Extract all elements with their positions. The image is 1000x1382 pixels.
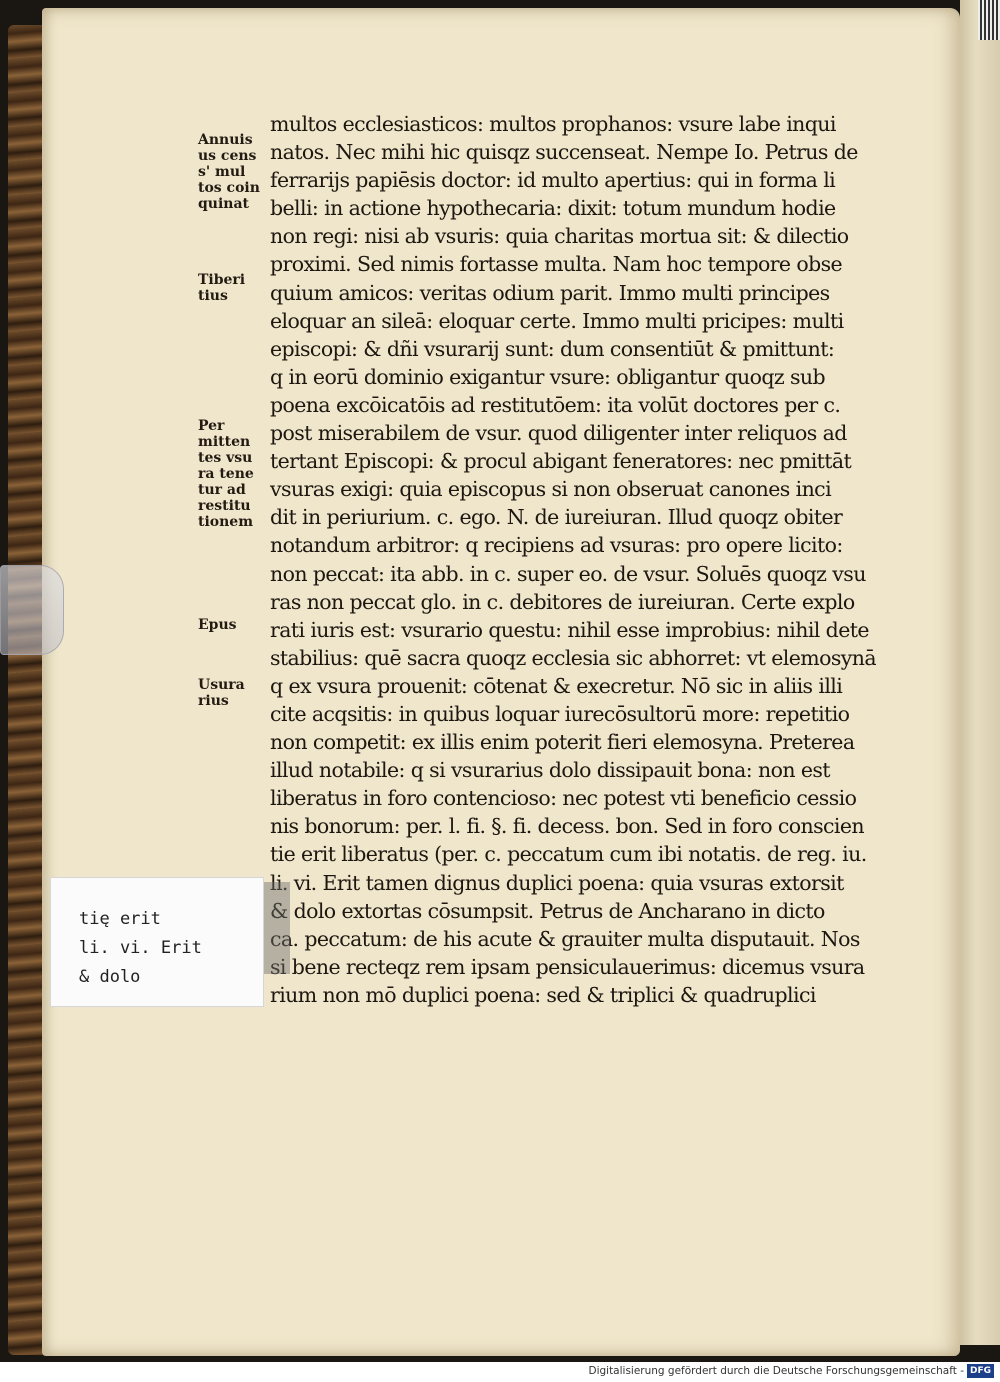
page-clip <box>0 565 64 655</box>
main-text-block <box>270 110 876 1009</box>
text-line: liberatus in foro contencioso: nec potest vti beneficio cessio <box>270 786 857 811</box>
text-line: stabilius: quē sacra quoqz ecclesia sic abhorret: vt elemosynā <box>270 645 876 670</box>
ocr-line: & dolo <box>79 967 141 987</box>
text-line: eloquar an sileā: eloquar certe. Immo multi pricipes: multi <box>270 308 844 333</box>
margin-note-tiberius: Tiberi tius <box>198 272 246 304</box>
text-line: ferrarijs papiēsis doctor: id multo apertius: qui in forma li <box>270 168 836 193</box>
text-line: poena excōicatōis ad restitutōem: ita volūt doctores per c. <box>270 392 841 417</box>
text-line: & dolo extortas cōsumpsit. Petrus de Ancharano in dicto <box>270 898 825 923</box>
text-line: quium amicos: veritas odium parit. Immo multi principes <box>270 280 830 305</box>
margin-note-epus: Epus <box>198 617 237 633</box>
scan-scale-ruler <box>978 0 1000 40</box>
text-line: nis bonorum: per. l. fi. §. fi. decess. bon. Sed in foro conscien <box>270 814 864 839</box>
text-line: vsuras exigi: quia episcopus si non obseruat canones inci <box>270 477 832 502</box>
text-line: episcopi: & dñi vsurarij sunt: dum consentiūt & pmittunt: <box>270 336 835 361</box>
text-line: q ex vsura prouenit: cōtenat & execretur. Nō sic in aliis illi <box>270 673 843 698</box>
text-line: rati iuris est: vsurario questu: nihil esse improbius: nihil dete <box>270 617 869 642</box>
text-line: non competit: ex illis enim poterit fieri elemosyna. Preterea <box>270 730 855 755</box>
funding-credit: Digitalisierung gefördert durch die Deutsche Forschungsgemeinschaft - <box>588 1365 964 1377</box>
text-line: post miserabilem de vsur. quod diligenter inter reliquos ad <box>270 421 847 446</box>
ocr-text-popup <box>50 877 264 1007</box>
text-line: ras non peccat glo. in c. debitores de iureiuran. Certe explo <box>270 589 855 614</box>
text-line: non regi: nisi ab vsuris: quia charitas mortua sit: & dilectio <box>270 224 849 249</box>
text-line: illud notabile: q si vsurarius dolo dissipauit bona: non est <box>270 758 830 783</box>
facing-page-edge <box>960 0 1000 1345</box>
margin-note-annuus: Annuis us cens s' mul tos coin quinat <box>198 132 260 212</box>
ocr-highlight-region <box>262 882 290 974</box>
margin-note-permittentes: Per mitten tes vsu ra tene tur ad restitu tionem <box>198 418 254 530</box>
text-line: tertant Episcopi: & procul abigant feneratores: nec pmittāt <box>270 449 852 474</box>
ocr-line: li. vi. Erit <box>79 938 202 958</box>
dfg-logo[interactable]: DFG <box>967 1364 994 1378</box>
text-line: si bene recteqz rem ipsam pensiculauerimus: dicemus vsura <box>270 954 865 979</box>
text-line: notandum arbitror: q recipiens ad vsuras: pro opere licito: <box>270 533 843 558</box>
text-line: rium non mō duplici poena: sed & triplici & quadruplici <box>270 982 816 1007</box>
text-line: q in eorū dominio exigantur vsure: obligantur quoqz sub <box>270 364 826 389</box>
text-line: natos. Nec mihi hic quisqz succenseat. Nempe Io. Petrus de <box>270 140 858 165</box>
text-line: cite acqsitis: in quibus loquar iurecōsultorū more: repetitio <box>270 701 850 726</box>
ocr-line: tię erit <box>79 909 161 929</box>
text-line: tie erit liberatus (per. c. peccatum cum ibi notatis. de reg. iu. <box>270 842 867 867</box>
margin-note-usurarius: Usura rius <box>198 677 245 709</box>
text-line: multos ecclesiasticos: multos prophanos: vsure labe inqui <box>270 112 836 136</box>
text-line: belli: in actione hypothecaria: dixit: totum mundum hodie <box>270 196 836 221</box>
text-line: dit in periurium. c. ego. N. de iureiuran. Illud quoqz obiter <box>270 505 843 530</box>
text-line: non peccat: ita abb. in c. super eo. de vsur. Soluēs quoqz vsu <box>270 561 866 586</box>
text-line: proximi. Sed nimis fortasse multa. Nam hoc tempore obse <box>270 252 843 277</box>
text-line: li. vi. Erit tamen dignus duplici poena: quia vsuras extorsit <box>270 870 844 895</box>
text-line: ca. peccatum: de his acute & grauiter multa disputauit. Nos <box>270 926 860 951</box>
